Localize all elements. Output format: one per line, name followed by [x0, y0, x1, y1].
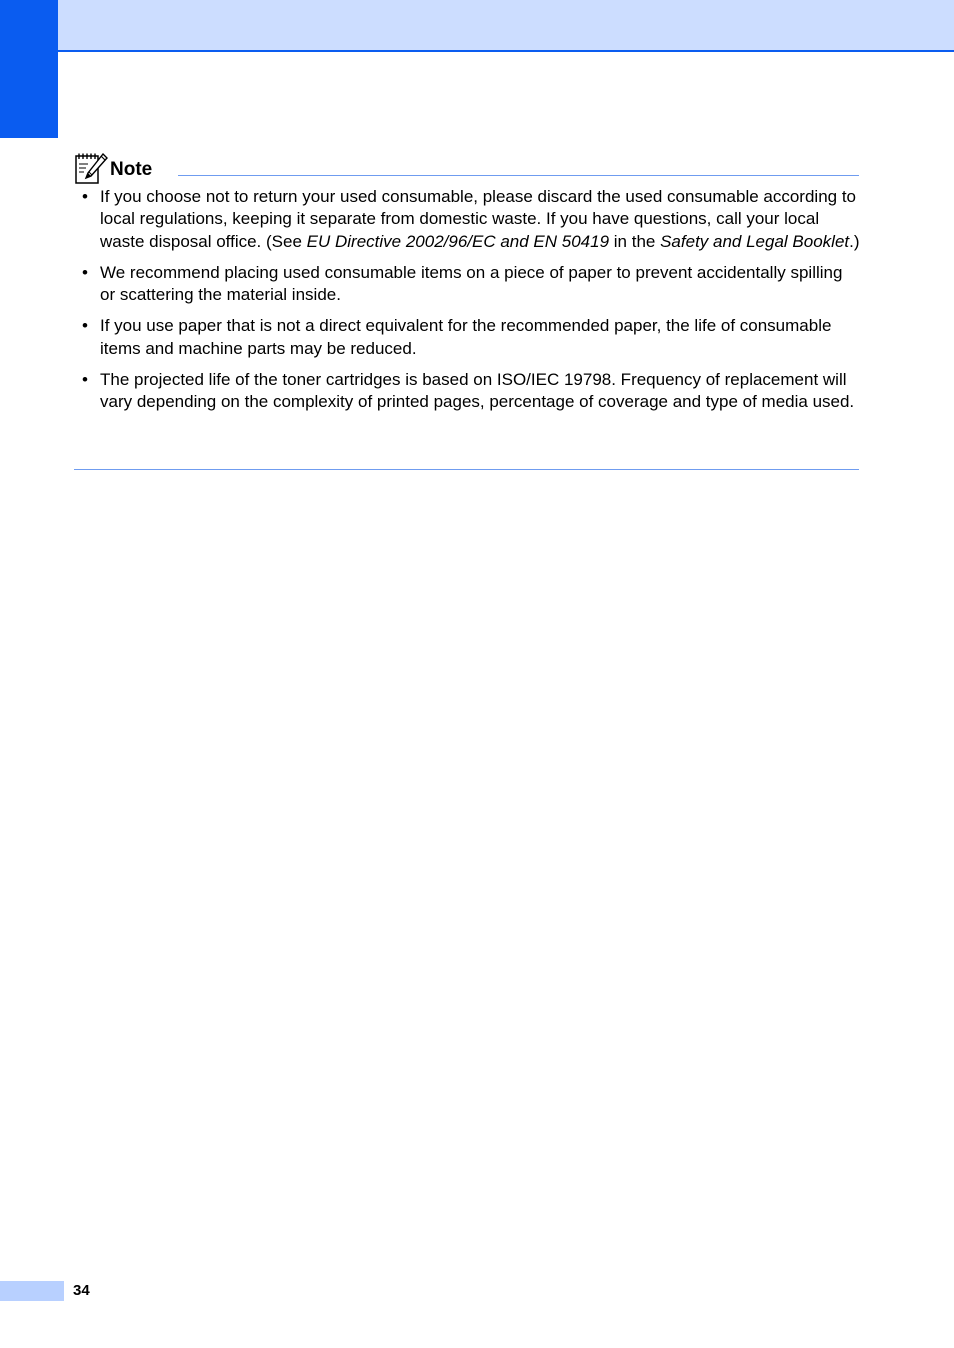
chapter-tab	[0, 0, 58, 138]
note-rule-bottom	[74, 469, 859, 470]
item-text: .)	[849, 231, 860, 251]
bullet: •	[82, 316, 88, 336]
note-pencil-icon	[74, 152, 108, 186]
page-number: 34	[73, 1282, 90, 1299]
note-list	[74, 186, 860, 423]
note-title: Note	[110, 159, 153, 180]
item-text: If you use paper that is not a direct equivalent for the recommended paper, the life of consumable items and machine parts may be reduced.	[100, 316, 832, 358]
list-item	[74, 186, 860, 253]
item-text: If you choose not to return your used consumable, please discard the used consumable according to local regulations, keeping it separate from domestic waste. If you have questions, call your local waste disposal office. (See	[100, 187, 857, 251]
page-tab	[0, 1281, 64, 1301]
item-text-italic: EU Directive 2002/96/EC and EN 50419	[306, 231, 610, 251]
note-header	[74, 152, 860, 186]
bullet: •	[82, 187, 88, 206]
item-text: The projected life of the toner cartridges is based on ISO/IEC 19798. Frequency of replacement will vary depending on the complexity of printed pages, percentage of coverage and type of media used.	[100, 370, 855, 412]
list-item	[74, 315, 860, 360]
item-text: We recommend placing used consumable items on a piece of paper to prevent accidentally spilling or scattering the material inside.	[100, 262, 843, 305]
note-rule-top	[178, 175, 859, 176]
list-item	[74, 262, 860, 307]
list-item	[74, 369, 860, 414]
header-band	[0, 0, 954, 52]
bullet: •	[82, 370, 88, 390]
item-text-italic: Safety and Legal Booklet	[660, 231, 850, 251]
item-text: in the	[609, 231, 661, 251]
bullet: •	[82, 262, 88, 282]
